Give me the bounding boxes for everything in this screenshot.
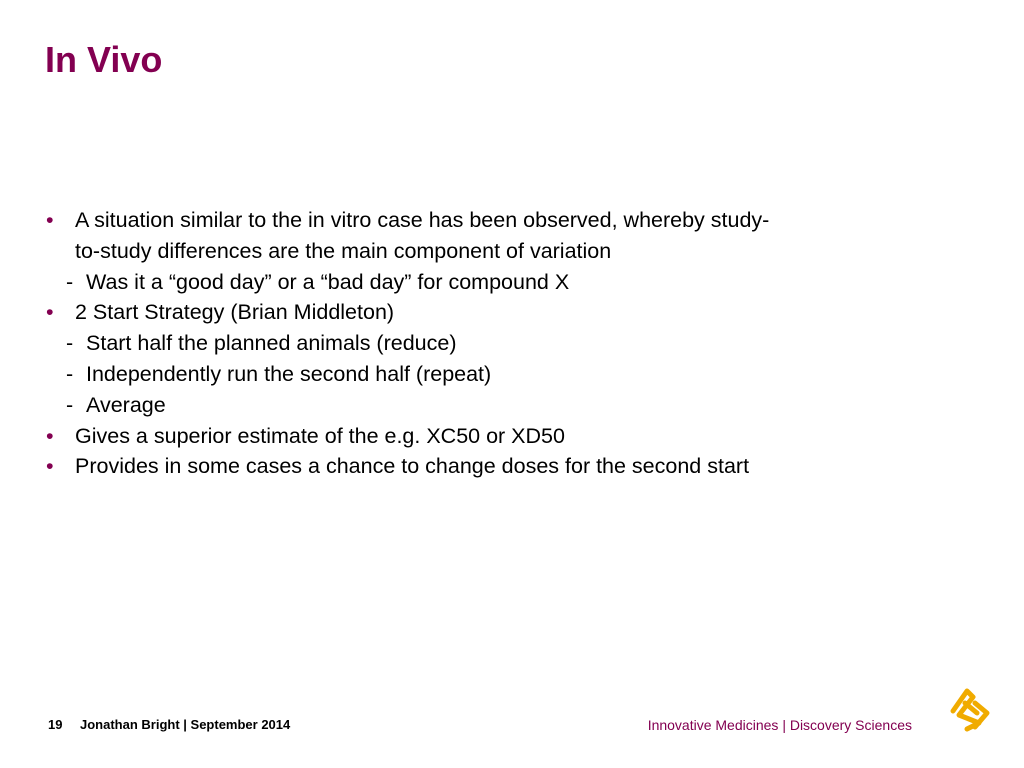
sub-bullet-marker: - [66, 361, 74, 386]
bullet-text: Gives a superior estimate of the e.g. XC50 or XD50 [75, 423, 565, 448]
bullet-marker: • [46, 300, 54, 325]
bullet-item [42, 451, 782, 482]
bullet-text: 2 Start Strategy (Brian Middleton) [75, 300, 395, 325]
sub-bullet-item [42, 328, 782, 359]
sub-bullet-marker: - [66, 331, 74, 356]
bullet-marker: • [46, 208, 54, 232]
footer-tagline: Innovative Medicines | Discovery Sciences [647, 717, 912, 733]
footer-author-date: Jonathan Bright | September 2014 [80, 717, 291, 732]
slide-title: In Vivo [45, 39, 163, 80]
sub-bullet-text: Was it a “good day” or a “bad day” for compound X [86, 269, 570, 294]
sub-bullet-item [42, 359, 782, 390]
bullet-item [42, 421, 782, 452]
bullet-text: Provides in some cases a chance to change doses for the second start [75, 454, 750, 479]
bullet-item [42, 205, 782, 267]
sub-bullet-marker: - [66, 269, 74, 294]
bullet-marker: • [46, 454, 54, 479]
sub-bullet-item [42, 267, 782, 298]
footer-left [48, 717, 290, 732]
sub-bullet-text: Independently run the second half (repeat) [86, 361, 492, 386]
sub-bullet-item [42, 390, 782, 421]
bullet-item [42, 297, 782, 328]
bullet-text: A situation similar to the in vitro case has been observed, whereby study-to-study differences are the main component of variation [75, 208, 770, 263]
slide-body [42, 205, 782, 482]
sub-bullet-text: Start half the planned animals (reduce) [86, 331, 457, 356]
sub-bullet-marker: - [66, 392, 74, 417]
astrazeneca-logo-icon [945, 683, 993, 735]
bullet-marker: • [46, 423, 54, 448]
page-number: 19 [48, 717, 63, 732]
sub-bullet-text: Average [86, 392, 166, 417]
